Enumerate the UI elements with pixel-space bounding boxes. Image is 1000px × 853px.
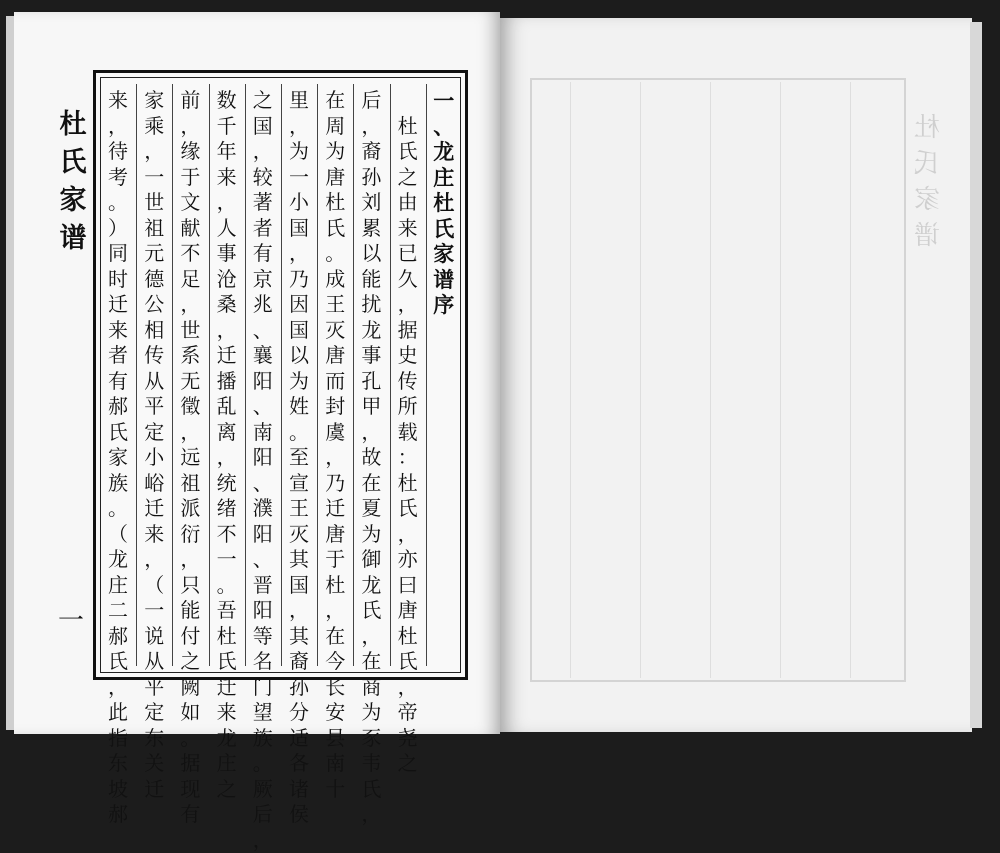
glyph: 家 <box>59 185 87 216</box>
column-rule <box>136 84 137 666</box>
column-rule <box>172 84 173 666</box>
column-rule <box>281 84 282 666</box>
text-column: 里 ， 为 一 小 国 ， 乃 因 国 以 为 姓 。 至 宣 王 灭 其 国 ， 其 裔 孙 分 适 各 诸 侯 <box>289 88 309 826</box>
glyph: 杜 <box>59 109 87 140</box>
column-rule <box>353 84 354 666</box>
column-rule <box>245 84 246 666</box>
column-rule <box>209 84 210 666</box>
show-through-title <box>912 110 942 254</box>
text-column: 在 周 为 唐 杜 氏 。 成 王 灭 唐 而 封 虞 ， 乃 迁 唐 于 杜 ， 在 今 长 安 县 南 十 <box>325 88 346 801</box>
text-column: 前 ， 缘 于 文 献 不 足 ， 世 系 无 徵 ， 远 祖 派 衍 ， 只 能 付 之 阙 如 。 据 现 有 <box>180 88 201 826</box>
text-column: 之 国 ， 较 著 者 有 京 兆 、 襄 阳 、 南 阳 、 濮 阳 、 晋 阳 等 名 门 望 族 。 厥 后 ， <box>252 88 273 852</box>
column-rule <box>317 84 318 666</box>
show-through-rule <box>710 82 711 678</box>
text-frame <box>93 70 468 852</box>
page-edge-right <box>970 22 982 728</box>
text-column: 杜 氏 之 由 来 已 久 ， 据 史 传 所 载 ： 杜 氏 ， 亦 曰 唐 杜 氏 ， 帝 尧 之 <box>397 113 418 775</box>
page-number: 一 <box>58 606 85 636</box>
column-rule <box>390 84 391 666</box>
glyph: 氏 <box>914 149 941 179</box>
column-rule <box>426 84 427 666</box>
glyph: 家 <box>914 185 941 215</box>
section-heading-column: 一 、 龙 庄 杜 氏 家 谱 序 <box>433 88 455 317</box>
glyph: 谱 <box>914 221 941 251</box>
show-through-rule <box>850 82 851 678</box>
show-through-rule <box>640 82 641 678</box>
text-column: 来 ， 待 考 。 ） 同 时 迁 来 者 有 郝 氏 家 族 。 （ 龙 庄 二 郝 氏 ， 此 指 东 坡 郝 <box>108 88 128 826</box>
text-column: 后 ， 裔 孙 刘 累 以 能 扰 龙 事 孔 甲 ， 故 在 夏 为 御 龙 氏 ， 在 商 为 豕 韦 氏 ， <box>361 88 382 826</box>
running-title <box>56 106 90 258</box>
glyph: 氏 <box>59 147 87 178</box>
glyph: 谱 <box>59 223 87 254</box>
text-frame-inner-border <box>100 77 461 852</box>
glyph: 杜 <box>914 113 941 143</box>
text-column: 数 千 年 来 ， 人 事 沧 桑 ， 迁 播 乱 离 ， 统 绪 不 一 。 吾 杜 氏 迁 来 龙 庄 之 <box>216 88 237 801</box>
show-through-rule <box>780 82 781 678</box>
show-through-rule <box>570 82 571 678</box>
text-column: 家 乘 ， 一 世 祖 元 德 公 相 传 从 平 定 小 峪 迁 来 ， （ 一 说 从 平 定 东 关 迁 <box>144 88 165 801</box>
